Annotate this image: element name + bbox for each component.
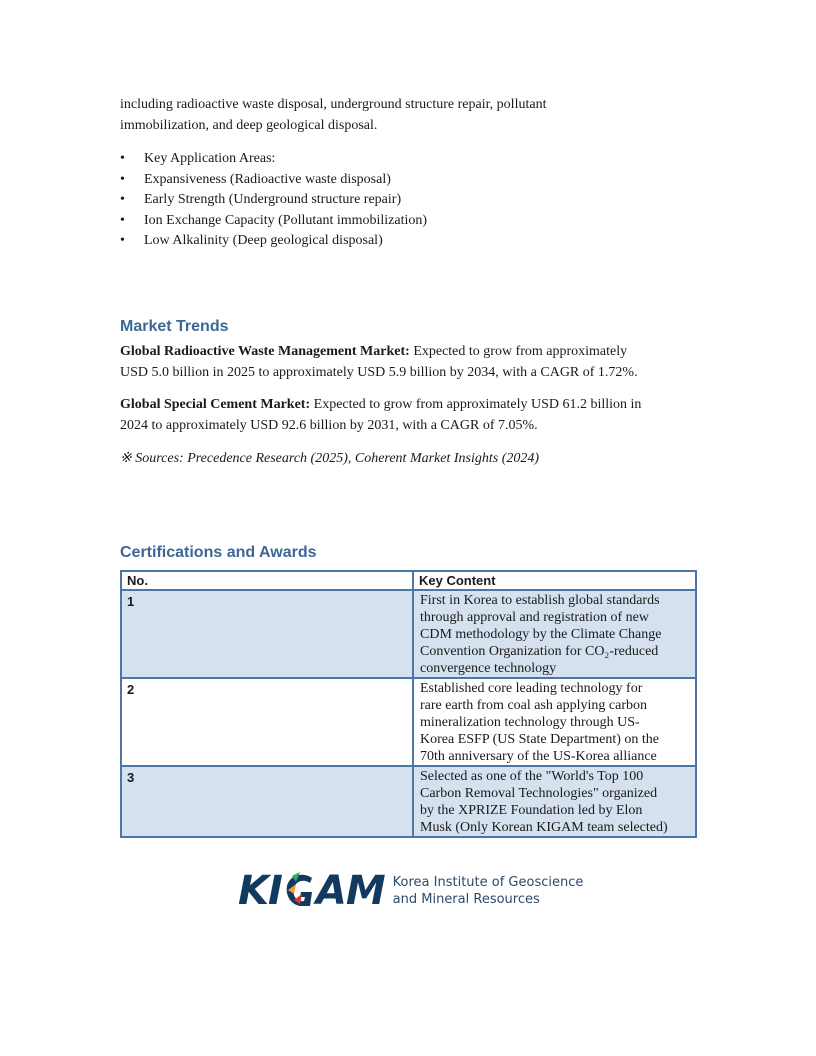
table-header-row <box>121 571 696 590</box>
kigam-wordmark: KI AM <box>238 868 385 914</box>
radioactive-waste-market-paragraph: Global Radioactive Waste Management Market: Expected to grow from approximately USD 5.0 billion in 2025 to approximately USD 5.9 billion by 2034, with a CAGR of 1.72%. <box>120 344 638 380</box>
column-header-no: No. <box>121 571 413 590</box>
row-content: First in Korea to establish global standards through approval and registration of new CDM methodology by the Climate Change Convention Organization for CO₂-reduced convergence technology <box>413 590 696 678</box>
bullet-item: • Expansiveness (Radioactive waste disposal) <box>120 170 427 191</box>
sources-note: ※ Sources: Precedence Research (2025), Coherent Market Insights (2024) <box>120 451 540 466</box>
bullet-dot-icon: • <box>120 171 125 187</box>
bullet-item: • Early Strength (Underground structure repair) <box>120 190 427 211</box>
certifications-table <box>120 570 697 838</box>
row-number: 1 <box>121 590 413 678</box>
intro-line-2: immobilization, and deep geological disposal. <box>120 117 378 133</box>
bullet-dot-icon: • <box>120 212 125 228</box>
intro-paragraph <box>120 95 696 136</box>
table-row <box>121 590 696 678</box>
kigam-full-name: Korea Institute of Geoscience and Mineral Resources <box>392 875 584 907</box>
bullet-dot-icon: • <box>120 192 125 208</box>
intro-line-1: including radioactive waste disposal, underground structure repair, pollutant <box>120 97 547 112</box>
kigam-g-emblem-icon <box>282 870 316 912</box>
bullet-item: • Key Application Areas: <box>120 149 427 170</box>
bullet-item: • Ion Exchange Capacity (Pollutant immobilization) <box>120 211 427 232</box>
radioactive-waste-market-label: Global Radioactive Waste Management Market: <box>120 344 410 359</box>
market-trends-heading: Market Trends <box>120 318 229 335</box>
bullet-dot-icon: • <box>120 233 125 249</box>
row-content: Selected as one of the "World's Top 100 Carbon Removal Technologies" organized by the XPRIZE Foundation led by Elon Musk (Only Korean KIGAM team selected) <box>413 766 696 837</box>
table-row <box>121 766 696 837</box>
bullet-dot-icon: • <box>120 151 125 166</box>
application-bullet-list <box>120 149 427 252</box>
row-content: Established core leading technology for rare earth from coal ash applying carbon mineralization technology through US- Korea ESFP (US State Department) on the 70th anniversary of the US-Korea alliance <box>413 678 696 766</box>
column-header-key-content: Key Content <box>413 571 696 590</box>
special-cement-market-paragraph: Global Special Cement Market: Expected to grow from approximately USD 61.2 billion in 2024 to approximately USD 92.6 billion by 2031, with a CAGR of 7.05%. <box>120 397 642 433</box>
table-row <box>121 678 696 766</box>
row-number: 3 <box>121 766 413 837</box>
certifications-heading: Certifications and Awards <box>120 544 317 561</box>
special-cement-market-label: Global Special Cement Market: <box>120 397 311 412</box>
row-number: 2 <box>121 678 413 766</box>
bullet-item: • Low Alkalinity (Deep geological disposal) <box>120 231 427 252</box>
kigam-logo <box>238 866 583 916</box>
